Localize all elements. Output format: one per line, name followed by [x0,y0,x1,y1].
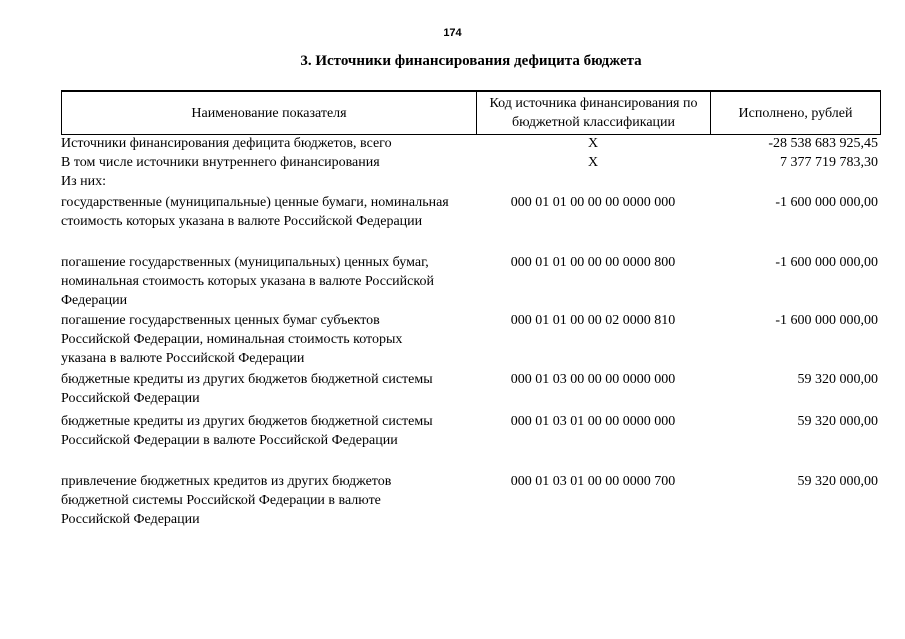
row-amount: 59 320 000,00 [797,372,878,387]
row-code: 000 01 03 00 00 00 0000 000 [510,372,676,387]
header-indicator-name: Наименование показателя [62,92,477,134]
row-code: 000 01 03 01 00 00 0000 700 [510,474,676,489]
row-code: X [587,136,599,151]
header-executed-amount: Исполнено, рублей [738,105,853,121]
row-code: X [587,155,599,170]
row-amount: 59 320 000,00 [797,474,878,489]
row-name: привлечение бюджетных кредитов из других бюджетов бюджетной системы Российской Федерации в валюте Российской Федерации [61,474,392,527]
section-title: 3. Источники финансирования дефицита бюджета [300,53,642,69]
page-number: 174 [443,27,462,39]
row-name: погашение государственных (муниципальных) ценных бумаг, номинальная стоимость которых указана в валюте Российской Федерации [61,255,434,308]
row-name: Из них: [61,174,107,189]
row-amount: -28 538 683 925,45 [768,136,878,151]
row-name: государственные (муниципальные) ценные бумаги, номинальная стоимость которых указана в валюте Российской Федерации [61,195,449,229]
row-name: погашение государственных ценных бумаг субъектов Российской Федерации, номинальная стоимость которых указана в валюте Российской Федерации [61,313,403,366]
row-amount: -1 600 000 000,00 [775,195,878,210]
row-code: 000 01 01 00 00 02 0000 810 [510,313,676,328]
row-name: бюджетные кредиты из других бюджетов бюджетной системы Российской Федерации в валюте Российской Федерации [61,414,433,448]
row-name: Источники финансирования дефицита бюджетов, всего [61,136,392,151]
row-amount: 59 320 000,00 [797,414,878,429]
row-amount: -1 600 000 000,00 [775,255,878,270]
row-amount: -1 600 000 000,00 [775,313,878,328]
row-code: 000 01 01 00 00 00 0000 800 [510,255,676,270]
row-code: 000 01 01 00 00 00 0000 000 [510,195,676,210]
row-name: бюджетные кредиты из других бюджетов бюджетной системы Российской Федерации [61,372,433,406]
header-source-code: Код источника финансирования по бюджетной классификации [477,92,711,134]
row-code: 000 01 03 01 00 00 0000 000 [510,414,676,429]
row-amount: 7 377 719 783,30 [780,155,878,170]
row-name: В том числе источники внутреннего финансирования [61,155,380,170]
table-header [61,90,881,135]
